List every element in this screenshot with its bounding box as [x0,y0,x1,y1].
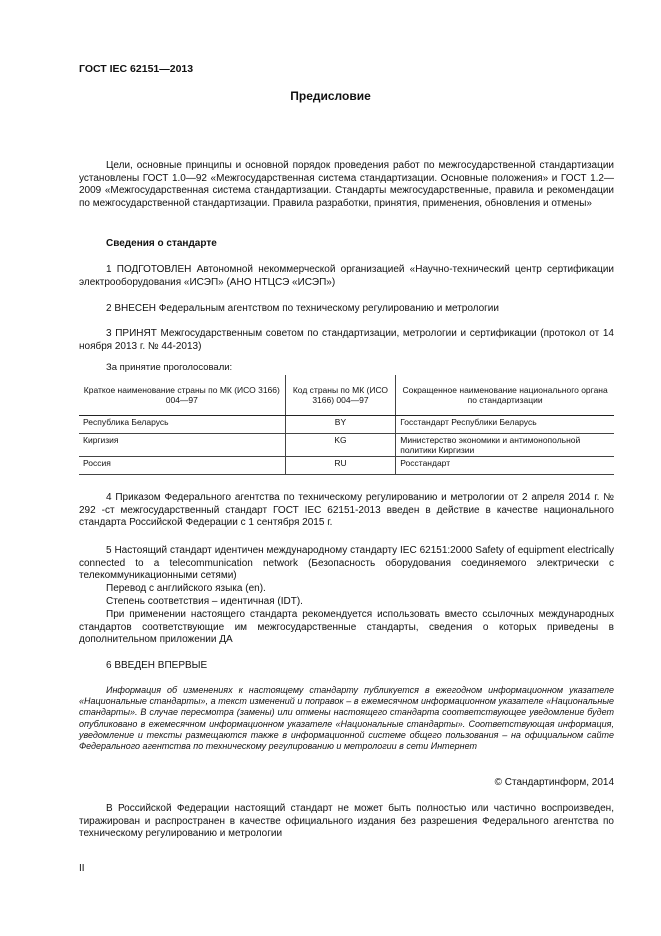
item-5-language: Перевод с английского языка (en). [106,583,266,594]
item-5-degree: Степень соответствия – идентичная (IDT). [106,596,303,607]
table-row [79,457,614,475]
information-notice: Информация об изменениях к настоящему стандарту публикуется в ежегодном информационном указателе «Национальные стандарты», а текст изменений и поправок – в ежемесячном информационном указателе «Национальные стандарты». В случае пересмотра (замены) или отмены настоящего стандарта соответствующее уведомление будет опубликовано в ежемесячном информационном указателе «Национальные стандарты». Соответствующая информация, уведомление и тексты размещаются также в информационной системе общего пользования – на официальном сайте Федерального агентства по техническому регулированию и метрологии в сети Интернет [79,685,614,752]
country-code-cell: BY [285,416,396,434]
country-code-cell: KG [285,434,396,457]
country-name-cell: Россия [79,457,285,475]
country-code-cell: RU [285,457,396,475]
item-1-prepared: 1 ПОДГОТОВЛЕН Автономной некоммерческой организацией «Научно-технический центр сертификации электрооборудования «ИСЭП» (АНО НТЦСЭ «ИСЭП») [79,264,614,288]
document-code: ГОСТ IEC 62151—2013 [79,63,194,75]
item-4-order: 4 Приказом Федерального агентства по техническому регулированию и метрологии от 2 апреля 2014 г. № 292 -ст межгосударственный стандарт ГОСТ IEC 62151-2013 введен в действие в качестве национального стандарта Российской Федерации с 1 сентября 2015 г. [79,492,614,529]
standards-body-cell: Госстандарт Республики Беларусь [396,416,614,434]
intro-paragraph: Цели, основные принципы и основной порядок проведения работ по межгосударственной стандартизации установлены ГОСТ 1.0—92 «Межгосударственная система стандартизации. Основные положения» и ГОСТ 1.2—2009 «Межгосударственная система стандартизации. Стандарты межгосударственные, правила и рекомендации по межгосударственной стандартизации. Правила разработки, принятия, применения, обновления и отмены» [79,160,614,209]
table-row [79,434,614,457]
table-header-row [79,375,614,416]
table-lead: За принятие проголосовали: [106,362,233,373]
page-title: Предисловие [290,89,371,103]
item-5-note: При применении настоящего стандарта рекомендуется использовать вместо ссылочных международных стандартов соответствующие им межгосударственные стандарты, сведения о которых приведены в дополнительном приложении ДА [79,609,614,646]
item-2-introduced: 2 ВНЕСЕН Федеральным агентством по техническому регулированию и метрологии [106,303,499,314]
item-6-first-introduced: 6 ВВЕДЕН ВПЕРВЫЕ [106,660,208,671]
section-heading: Сведения о стандарте [106,238,217,249]
item-3-adopted: 3 ПРИНЯТ Межгосударственным советом по стандартизации, метрологии и сертификации (протокол от 14 ноября 2013 г. № 44-2013) [79,328,614,352]
page-number: II [79,863,85,874]
header-standards-body: Сокращенное наименование национального органа по стандартизации [396,375,614,416]
header-country-name: Краткое наименование страны по МК (ИСО 3166) 004—97 [79,375,285,416]
table-row [79,416,614,434]
copyright-line: © Стандартинформ, 2014 [494,777,614,788]
header-country-code: Код страны по МК (ИСО 3166) 004—97 [285,375,396,416]
country-name-cell: Киргизия [79,434,285,457]
standards-body-cell: Росстандарт [396,457,614,475]
standards-body-cell: Министерство экономики и антимонопольной политики Киргизии [396,434,614,457]
item-5-identical: 5 Настоящий стандарт идентичен международному стандарту IEC 62151:2000 Safety of equipment electrically connected to a telecommunication network (Безопасность оборудования соединяемого электрически с телекоммуникационными сетями) [79,545,614,582]
country-name-cell: Республика Беларусь [79,416,285,434]
voting-countries-table [79,375,614,475]
reproduction-restriction: В Российской Федерации настоящий стандарт не может быть полностью или частично воспроизведен, тиражирован и распространен в качестве официального издания без разрешения Федерального агентства по техническому регулированию и метрологии [79,803,614,840]
